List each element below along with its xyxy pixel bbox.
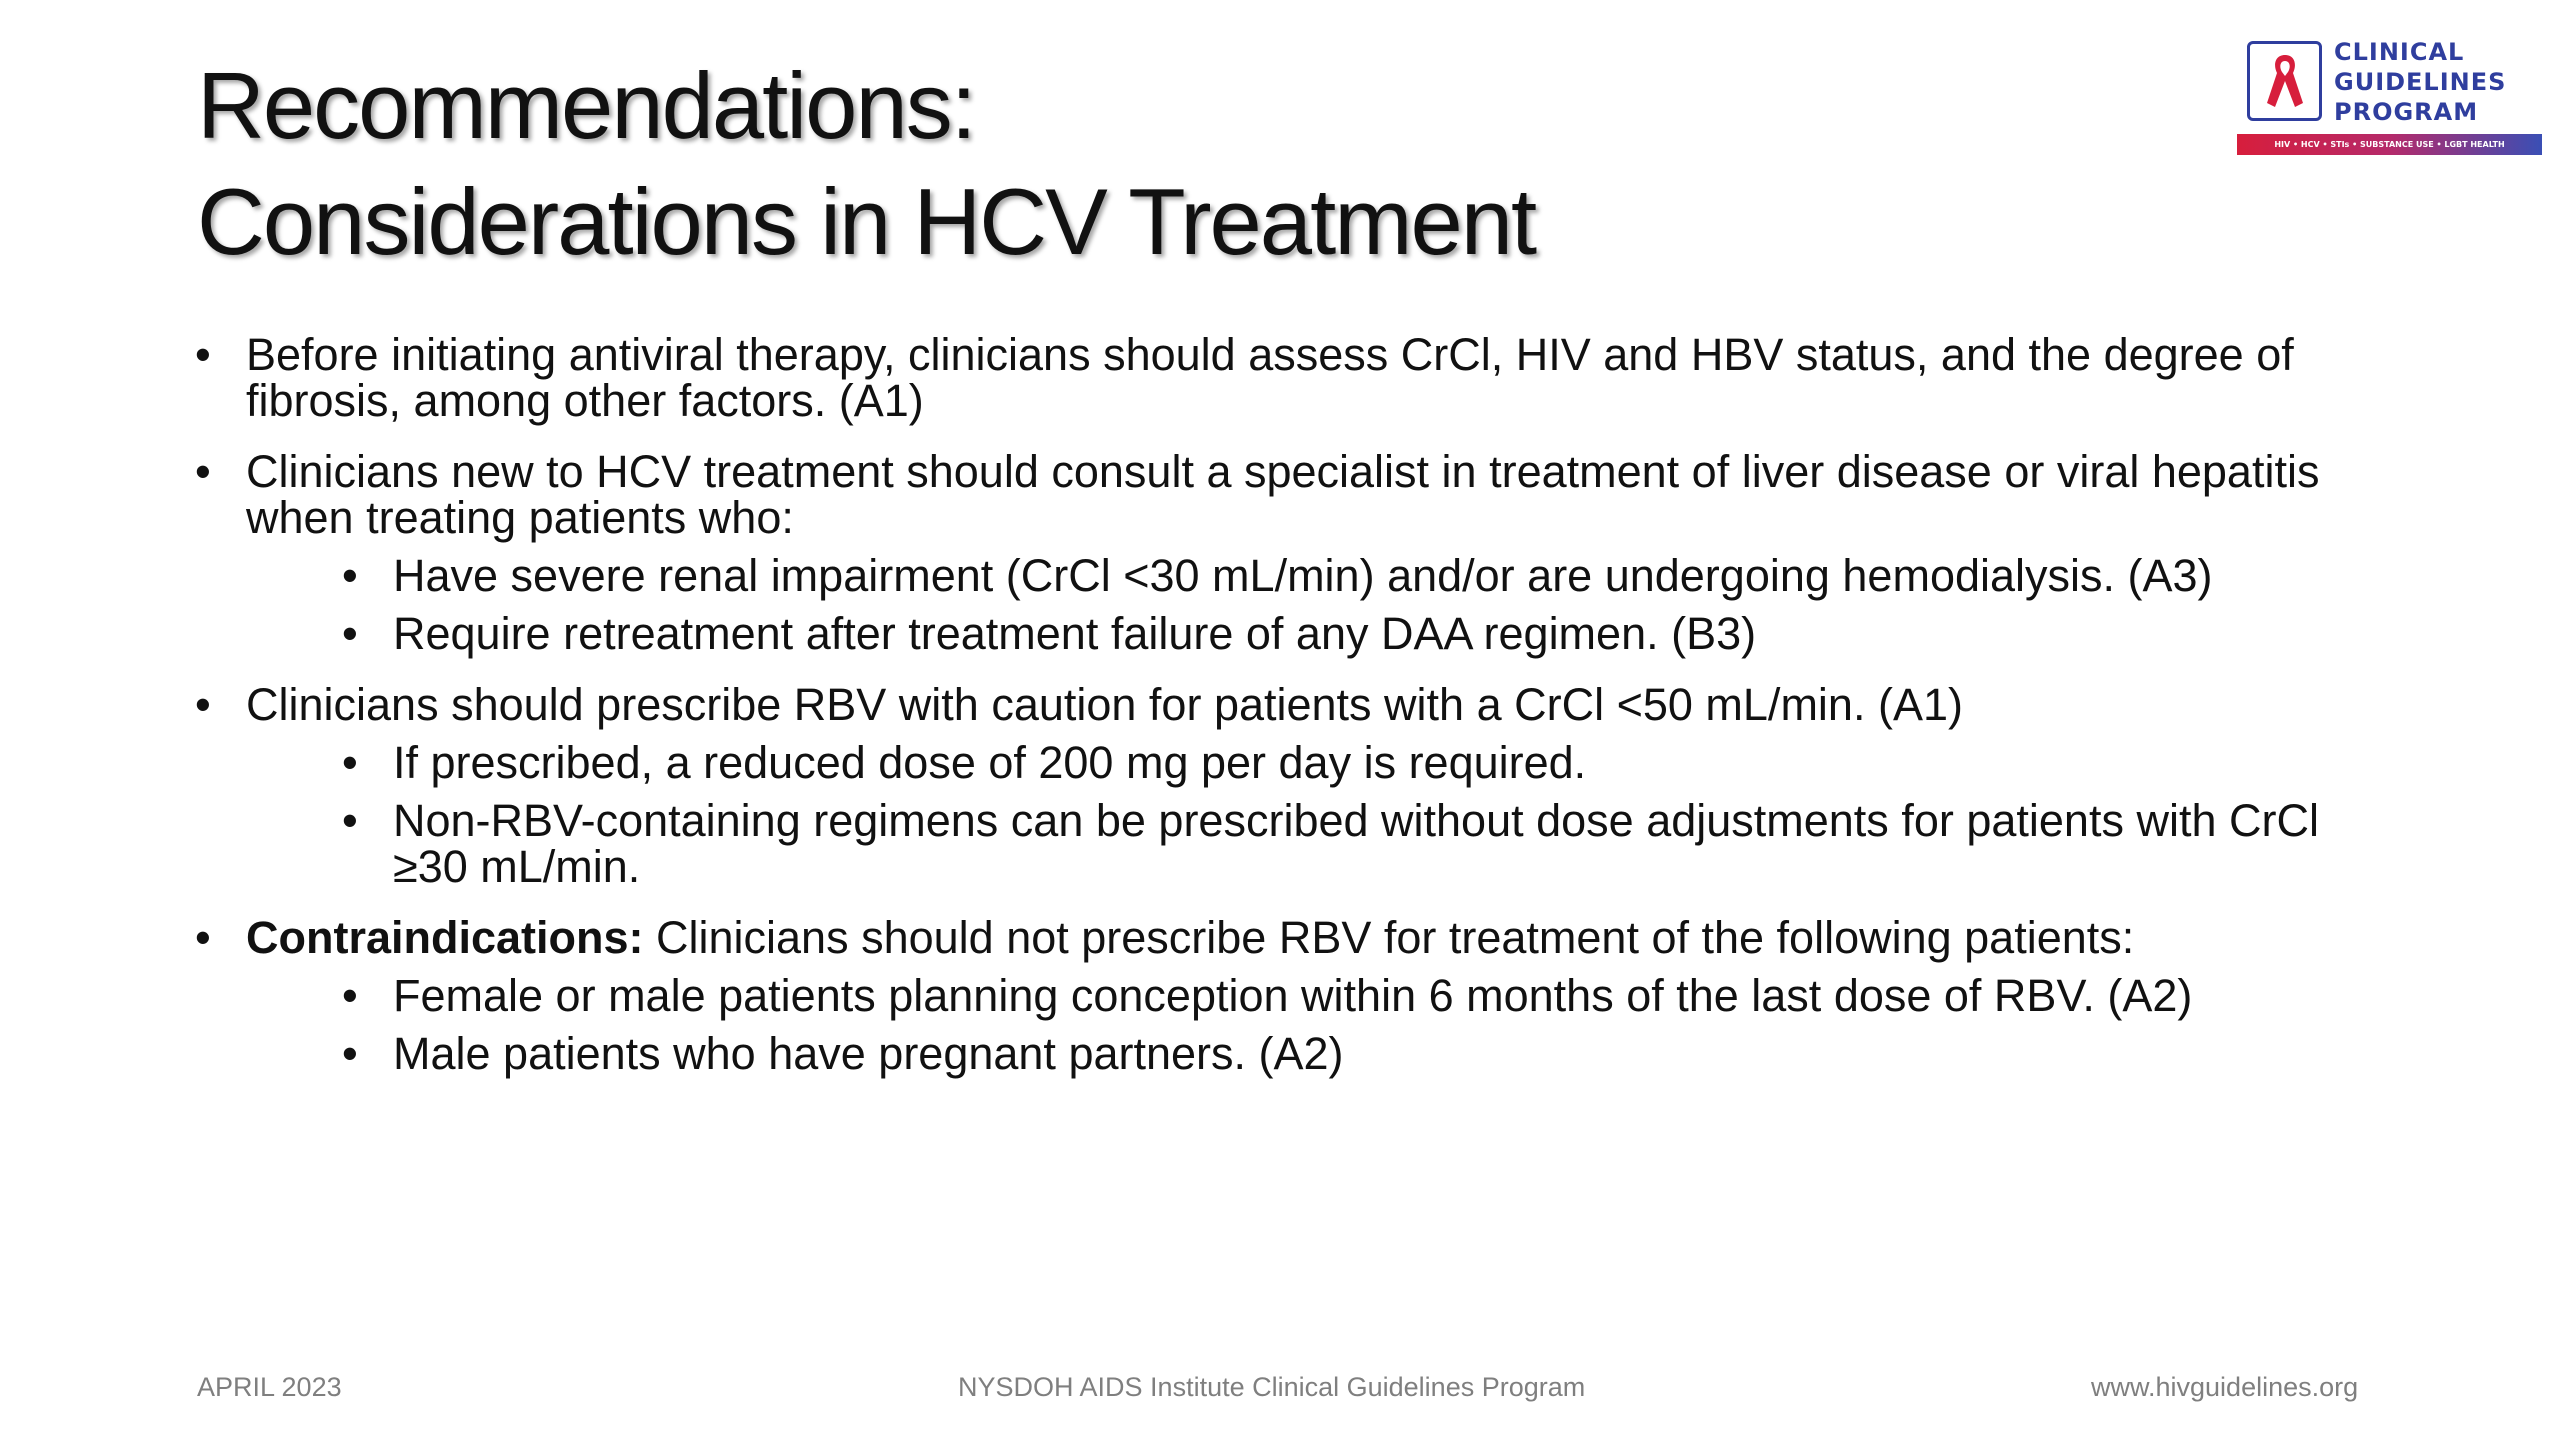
sub-bullet-item [342, 970, 2395, 1021]
slide-title-line-2: Considerations in HCV Treatment [197, 169, 1536, 274]
bullet-text: Before initiating antiviral therapy, clinicians should assess CrCl, HIV and HBV status, and the degree of fibrosis, among other factors. (A1) [246, 329, 2294, 426]
bullet-text: Clinicians should prescribe RBV with caution for patients with a CrCl <50 mL/min. (A1) [246, 679, 1963, 730]
logo-line-2: GUIDELINES [2334, 68, 2507, 96]
bullet-item [195, 912, 2395, 1079]
logo-line-1: CLINICAL [2334, 38, 2465, 66]
red-ribbon-icon [2263, 51, 2307, 111]
bullet-marker: • [195, 679, 211, 730]
clinical-guidelines-program-logo [2237, 37, 2542, 161]
sub-bullet-marker: • [342, 970, 358, 1021]
sub-bullet-marker: • [342, 608, 358, 659]
bullet-list [195, 329, 2395, 1079]
sub-bullet-item [342, 795, 2395, 892]
slide-title [197, 48, 2097, 280]
logo-tagline: HIV • HCV • STIs • SUBSTANCE USE • LGBT HEALTH [2237, 134, 2542, 155]
bullet-item [195, 679, 2395, 892]
sub-bullet-text: Female or male patients planning conception within 6 months of the last dose of RBV. (A2) [393, 970, 2193, 1021]
sub-bullet-text: Non-RBV-containing regimens can be prescribed without dose adjustments for patients with CrCl ≥30 mL/min. [393, 795, 2319, 892]
logo-line-3: PROGRAM [2334, 98, 2479, 126]
sub-bullet-text: Have severe renal impairment (CrCl <30 mL/min) and/or are undergoing hemodialysis. (A3) [393, 550, 2213, 601]
contraindications-text: Clinicians should not prescribe RBV for treatment of the following patients: [643, 912, 2135, 963]
footer-date: APRIL 2023 [197, 1372, 342, 1402]
sub-bullet-marker: • [342, 1028, 358, 1079]
sub-bullet-marker: • [342, 795, 358, 846]
sub-bullet-marker: • [342, 550, 358, 601]
contraindications-label: Contraindications: [246, 912, 644, 963]
bullet-text [246, 912, 2395, 963]
sub-bullet-item [342, 550, 2395, 601]
footer-url[interactable]: www.hivguidelines.org [2091, 1372, 2359, 1402]
sub-bullet-item [342, 737, 2395, 788]
bullet-marker: • [195, 912, 211, 963]
sub-bullet-text: Male patients who have pregnant partners. (A2) [393, 1028, 1344, 1079]
logo-wordmark [2334, 37, 2544, 127]
bullet-item [195, 329, 2395, 426]
bullet-marker: • [195, 446, 211, 497]
footer-organization: NYSDOH AIDS Institute Clinical Guidelines Program [958, 1372, 1586, 1402]
sub-bullet-item [342, 608, 2395, 659]
sub-bullet-text: If prescribed, a reduced dose of 200 mg per day is required. [393, 737, 1587, 788]
slide-title-line-1: Recommendations: [197, 53, 975, 158]
bullet-marker: • [195, 329, 211, 380]
sub-bullet-item [342, 1028, 2395, 1079]
bullet-text: Clinicians new to HCV treatment should consult a specialist in treatment of liver disease or viral hepatitis when treating patients who: [246, 446, 2320, 543]
bullet-item [195, 446, 2395, 659]
logo-emblem [2247, 41, 2322, 121]
sub-bullet-text: Require retreatment after treatment failure of any DAA regimen. (B3) [393, 608, 1757, 659]
sub-bullet-marker: • [342, 737, 358, 788]
